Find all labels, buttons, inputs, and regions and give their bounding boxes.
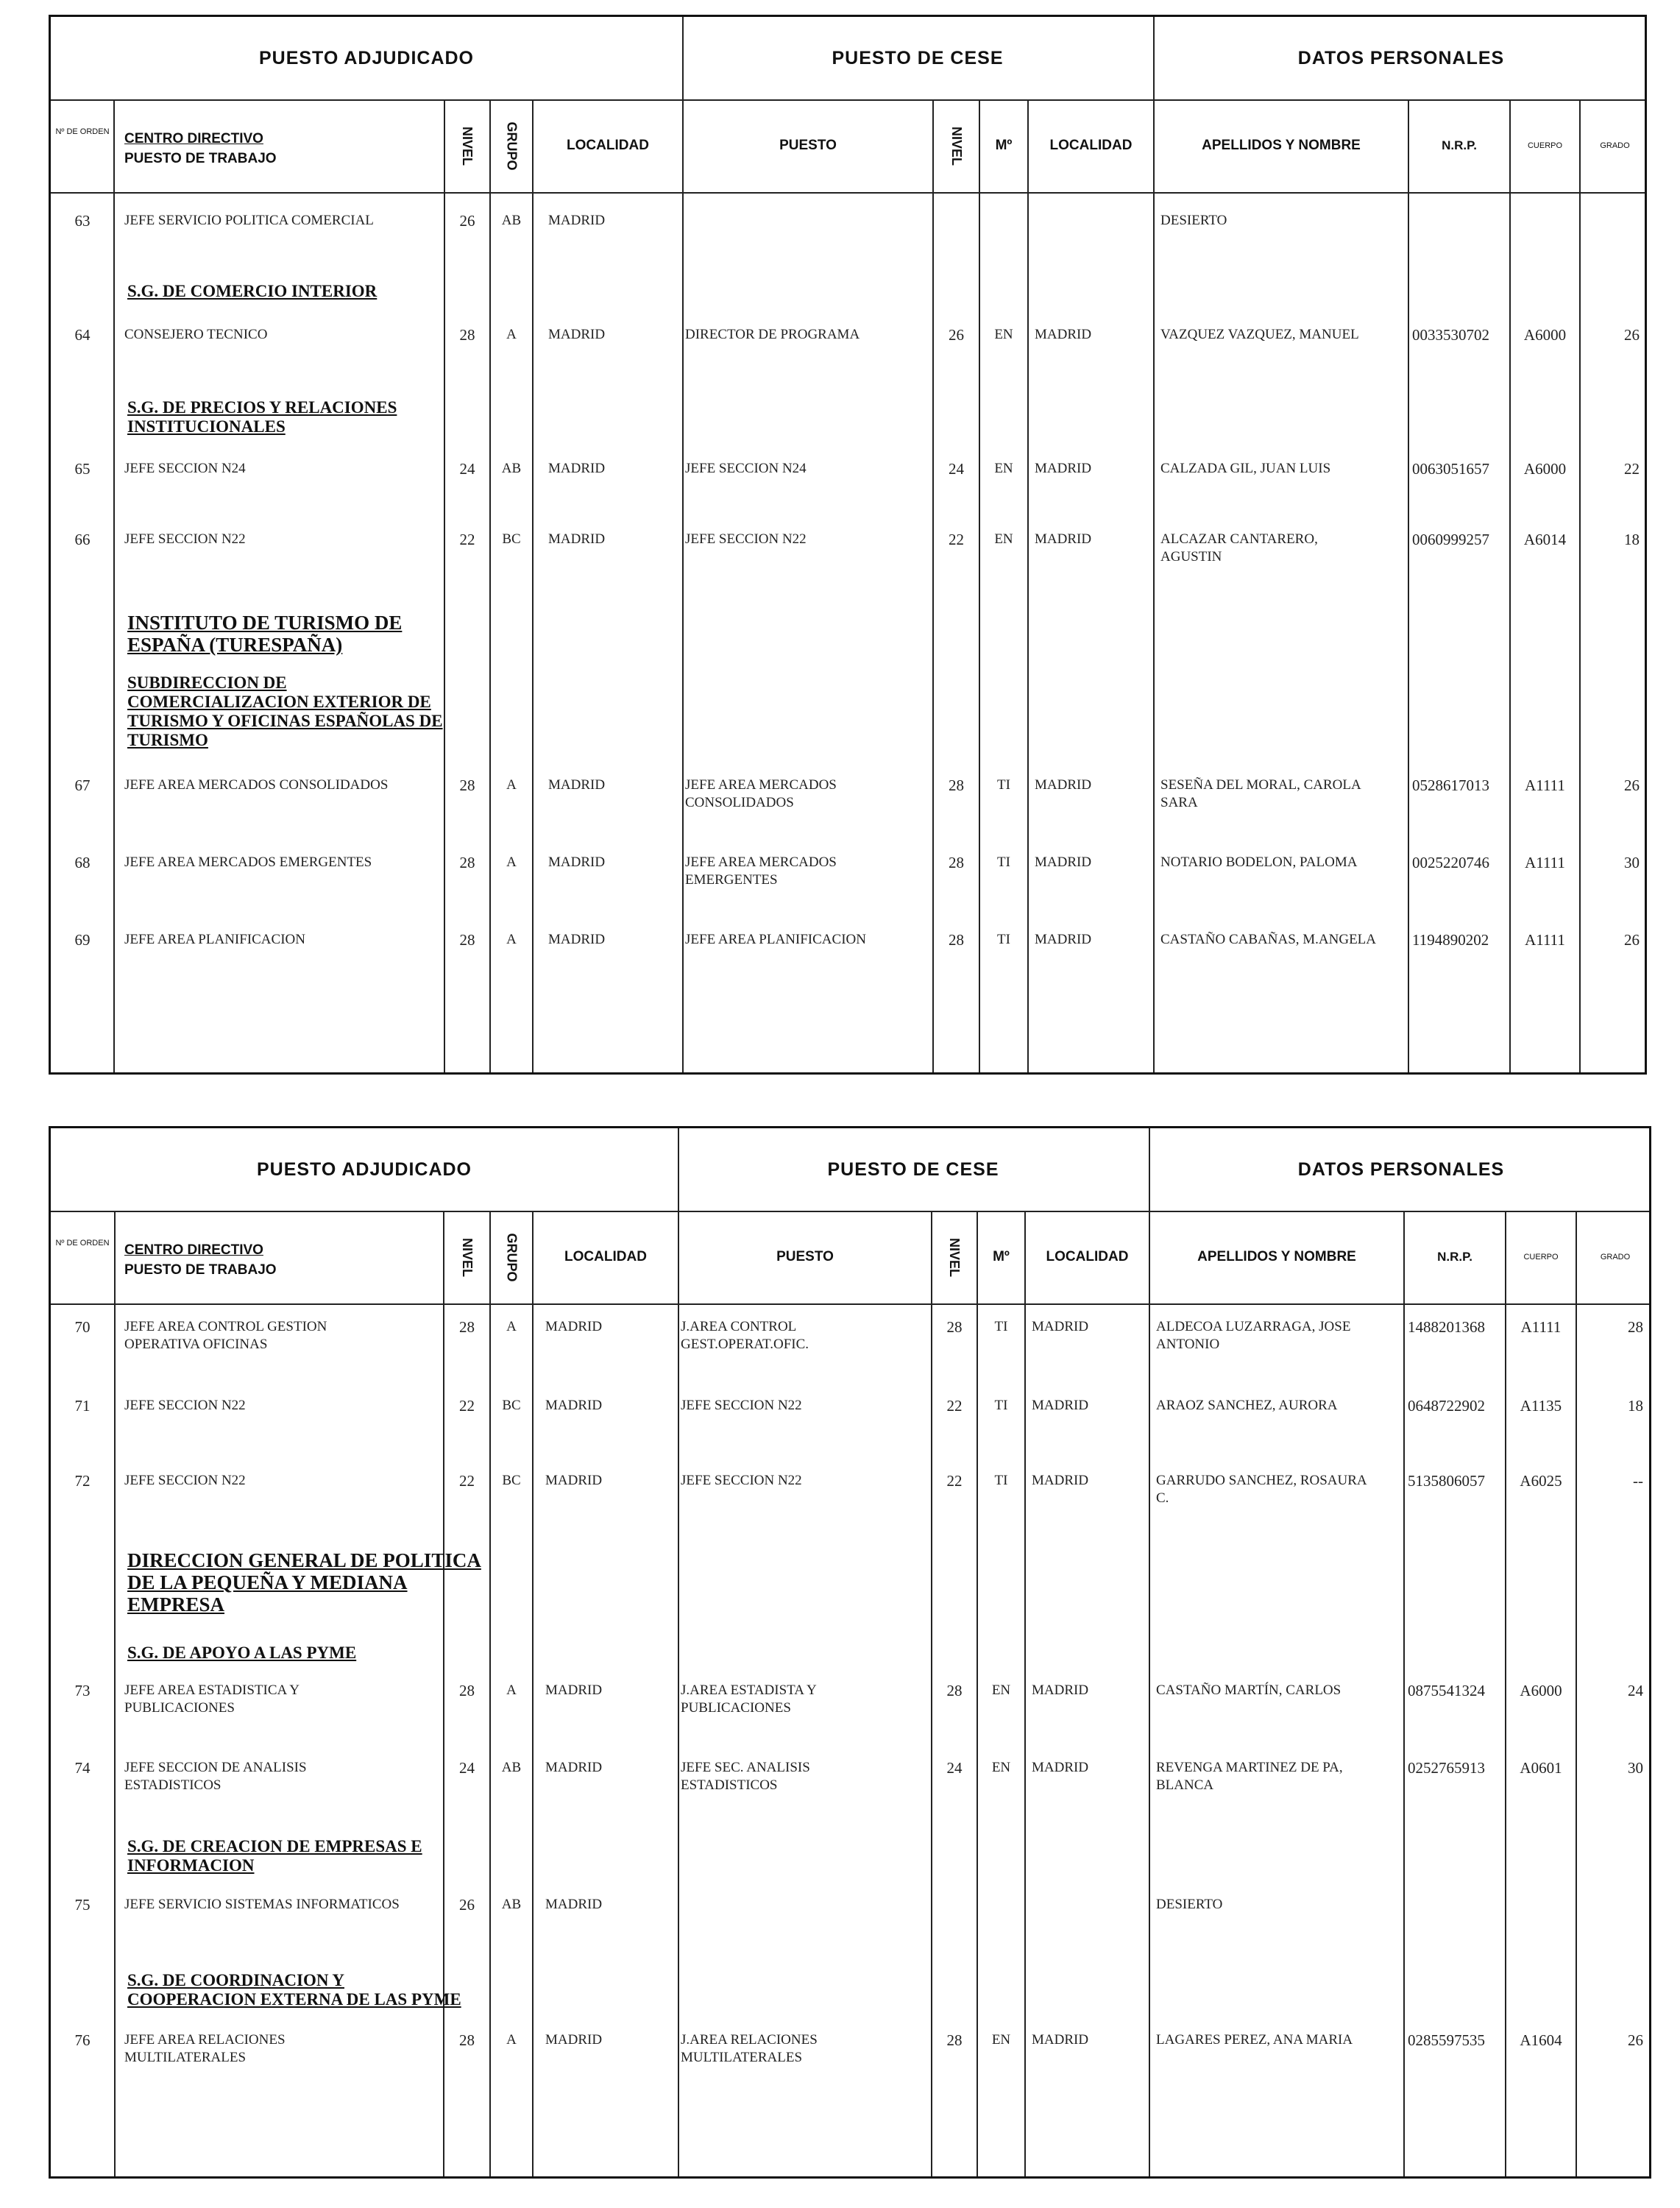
localidad-cell: MADRID	[548, 932, 606, 947]
cese-localidad-cell: MADRID	[1032, 1473, 1089, 1488]
grupo-cell: A	[506, 1319, 517, 1334]
cuerpo-cell: A1111	[1525, 776, 1565, 794]
section-heading: TURISMO Y OFICINAS ESPAÑOLAS DE	[127, 712, 443, 730]
group-header-personales: DATOS PERSONALES	[1297, 47, 1505, 68]
apellidos-nombre-cell: CASTAÑO CABAÑAS, M.ANGELA	[1160, 932, 1376, 947]
nivel-cell: 28	[459, 1318, 475, 1336]
apellidos-nombre-cell: SARA	[1160, 795, 1198, 810]
puesto-trabajo-cell: JEFE SECCION N22	[124, 531, 246, 547]
apellidos-nombre-cell: ALCAZAR CANTARERO,	[1160, 531, 1318, 547]
section-heading: S.G. DE COORDINACION Y	[127, 1971, 344, 1989]
section-heading: INSTITUCIONALES	[127, 417, 286, 436]
puesto-trabajo-cell: JEFE AREA MERCADOS EMERGENTES	[124, 854, 372, 870]
localidad-cell: MADRID	[545, 1398, 603, 1413]
col-line	[1509, 99, 1511, 1072]
cese-nivel-cell: 22	[946, 1397, 963, 1415]
section-heading: ESPAÑA (TURESPAÑA)	[127, 634, 343, 656]
nrp-cell: 0063051657	[1412, 460, 1489, 478]
cese-nivel-cell: 28	[946, 1682, 963, 1699]
puesto-trabajo-cell: CONSEJERO TECNICO	[124, 327, 268, 342]
localidad-cell: MADRID	[545, 1897, 603, 1912]
cese-localidad-cell: MADRID	[1035, 531, 1092, 547]
grupo-cell: AB	[501, 213, 522, 228]
cese-nivel-cell: 28	[949, 776, 964, 794]
nivel-cell: 28	[459, 854, 475, 871]
nrp-cell: 0033530702	[1412, 326, 1489, 344]
col-line	[532, 99, 534, 1072]
section-heading: COOPERACION EXTERNA DE LAS PYME	[127, 1990, 461, 2009]
col-header-orden: Nº DE ORDEN	[55, 127, 110, 136]
puesto-trabajo-cell: PUBLICACIONES	[124, 1700, 235, 1716]
puesto-trabajo-cell: JEFE SECCION DE ANALISIS	[124, 1760, 307, 1775]
m-cell: TI	[994, 1398, 1008, 1413]
cese-nivel-cell: 24	[949, 460, 964, 478]
localidad-cell: MADRID	[548, 327, 606, 342]
col-header-grupo: GRUPO	[504, 1232, 520, 1282]
cese-localidad-cell: MADRID	[1035, 932, 1092, 947]
cese-puesto-cell: JEFE AREA MERCADOS	[685, 777, 837, 793]
cese-localidad-cell: MADRID	[1032, 1319, 1089, 1334]
cese-nivel-cell: 28	[949, 931, 964, 949]
apellidos-nombre-cell: VAZQUEZ VAZQUEZ, MANUEL	[1160, 327, 1359, 342]
group-header-cese: PUESTO DE CESE	[832, 47, 1004, 68]
grado-cell: 18	[1624, 531, 1640, 548]
orden-cell: 64	[74, 326, 91, 344]
cese-localidad-cell: MADRID	[1035, 327, 1092, 342]
orden-cell: 75	[74, 1896, 91, 1914]
puesto-trabajo-cell: OPERATIVA OFICINAS	[124, 1337, 268, 1352]
section-heading: INFORMACION	[127, 1856, 255, 1875]
orden-cell: 68	[74, 854, 91, 871]
apellidos-nombre-cell: BLANCA	[1156, 1777, 1214, 1793]
apellidos-nombre-cell: SESEÑA DEL MORAL, CAROLA	[1160, 777, 1361, 793]
nivel-cell: 28	[459, 2031, 475, 2049]
nrp-cell: 0252765913	[1408, 1759, 1485, 1777]
col-line	[932, 99, 934, 1072]
orden-cell: 63	[74, 212, 91, 230]
grupo-cell: AB	[501, 1897, 522, 1912]
grupo-cell: BC	[502, 531, 521, 547]
apellidos-nombre-cell: ARAOZ SANCHEZ, AURORA	[1156, 1398, 1338, 1413]
puesto-trabajo-cell: JEFE AREA CONTROL GESTION	[124, 1319, 327, 1334]
cese-puesto-cell: ESTADISTICOS	[681, 1777, 778, 1793]
m-cell: EN	[994, 461, 1013, 476]
apellidos-nombre-cell: GARRUDO SANCHEZ, ROSAURA	[1156, 1473, 1367, 1488]
cese-nivel-cell: 26	[949, 326, 964, 344]
nivel-cell: 28	[459, 326, 475, 344]
nivel-cell: 22	[459, 1397, 475, 1415]
orden-cell: 69	[74, 931, 91, 949]
localidad-cell: MADRID	[548, 213, 606, 228]
col-header-localidad-cese: LOCALIDAD	[1046, 1249, 1129, 1264]
header-bottom-line	[51, 1303, 1649, 1305]
localidad-cell: MADRID	[548, 531, 606, 547]
orden-cell: 70	[74, 1318, 91, 1336]
cese-puesto-cell: JEFE SECCION N24	[685, 461, 807, 476]
cuerpo-cell: A6000	[1523, 326, 1567, 344]
col-header-centro: CENTRO DIRECTIVO	[124, 1242, 263, 1258]
col-header-nrp: N.R.P.	[1437, 1250, 1472, 1264]
section-heading: INSTITUTO DE TURISMO DE	[127, 612, 403, 634]
col-header-puesto: PUESTO	[776, 1249, 834, 1264]
m-cell: TI	[994, 1319, 1008, 1334]
cuerpo-cell: A6014	[1523, 531, 1567, 548]
cese-nivel-cell: 22	[949, 531, 964, 548]
section-heading: DIRECCION GENERAL DE POLITICA	[127, 1549, 481, 1571]
col-header-nrp: N.R.P.	[1442, 138, 1477, 152]
grado-cell: 26	[1624, 326, 1640, 344]
col-header-grupo: GRUPO	[504, 121, 520, 171]
cese-localidad-cell: MADRID	[1035, 461, 1092, 476]
nrp-cell: 0875541324	[1408, 1682, 1485, 1699]
cuerpo-cell: A6000	[1523, 460, 1567, 478]
nrp-cell: 0528617013	[1412, 776, 1489, 794]
col-line	[532, 1211, 534, 2176]
cese-localidad-cell: MADRID	[1032, 1682, 1089, 1698]
col-header-grado: GRADO	[1600, 1252, 1631, 1262]
section-heading: S.G. DE PRECIOS Y RELACIONES	[127, 398, 397, 417]
cese-puesto-cell: JEFE SECCION N22	[681, 1473, 802, 1488]
col-header-centro: CENTRO DIRECTIVO	[124, 131, 263, 146]
nivel-cell: 26	[459, 212, 475, 230]
orden-cell: 65	[74, 460, 91, 478]
localidad-cell: MADRID	[548, 461, 606, 476]
cese-puesto-cell: MULTILATERALES	[681, 2050, 803, 2065]
cese-puesto-cell: JEFE SECCION N22	[685, 531, 807, 547]
grado-cell: 26	[1624, 776, 1640, 794]
col-line	[113, 99, 115, 1072]
nrp-cell: 1488201368	[1408, 1318, 1485, 1336]
col-line	[1027, 99, 1029, 1072]
cese-puesto-cell: GEST.OPERAT.OFIC.	[681, 1337, 809, 1352]
cuerpo-cell: A6025	[1520, 1472, 1562, 1490]
grado-cell: 22	[1624, 460, 1640, 478]
grado-cell: 30	[1628, 1759, 1643, 1777]
group-header-personales: DATOS PERSONALES	[1297, 1158, 1505, 1180]
section-heading: COMERCIALIZACION EXTERIOR DE	[127, 693, 431, 711]
col-header-apellidos: APELLIDOS Y NOMBRE	[1197, 1249, 1356, 1264]
group-header-adjudicado: PUESTO ADJUDICADO	[256, 1158, 472, 1180]
col-header-apellidos: APELLIDOS Y NOMBRE	[1202, 138, 1361, 153]
cese-nivel-cell: 24	[946, 1759, 963, 1777]
cuerpo-cell: A1111	[1525, 931, 1565, 949]
localidad-cell: MADRID	[545, 1760, 603, 1775]
cuerpo-cell: A1111	[1525, 854, 1565, 871]
apellidos-nombre-cell: CASTAÑO MARTÍN, CARLOS	[1156, 1682, 1341, 1698]
m-cell: EN	[994, 327, 1013, 342]
grado-cell: 26	[1628, 2031, 1643, 2049]
orden-cell: 74	[74, 1759, 91, 1777]
grupo-cell: AB	[501, 1760, 522, 1775]
nrp-cell: 0060999257	[1412, 531, 1489, 548]
col-header-localidad-cese: LOCALIDAD	[1049, 138, 1133, 153]
col-header-nivel: NIVEL	[460, 126, 475, 166]
cuerpo-cell: A1604	[1520, 2031, 1562, 2049]
col-line	[1403, 1211, 1405, 2176]
grado-cell: --	[1633, 1472, 1643, 1490]
cuerpo-cell: A6000	[1520, 1682, 1562, 1699]
localidad-cell: MADRID	[545, 1682, 603, 1698]
orden-cell: 71	[74, 1397, 91, 1415]
col-line	[1408, 99, 1409, 1072]
col-line	[1024, 1211, 1026, 2176]
col-header-puesto-trabajo: PUESTO DE TRABAJO	[124, 151, 277, 166]
cese-localidad-cell: MADRID	[1032, 1760, 1089, 1775]
col-header-localidad: LOCALIDAD	[564, 1249, 647, 1264]
m-cell: EN	[991, 1682, 1011, 1698]
nivel-cell: 22	[459, 1472, 475, 1490]
puesto-trabajo-cell: JEFE SERVICIO SISTEMAS INFORMATICOS	[124, 1897, 400, 1912]
m-cell: EN	[994, 531, 1013, 547]
group-header-adjudicado: PUESTO ADJUDICADO	[258, 47, 475, 68]
col-line	[1579, 99, 1581, 1072]
grupo-cell: BC	[502, 1398, 521, 1413]
nrp-cell: 0285597535	[1408, 2031, 1485, 2049]
localidad-cell: MADRID	[548, 777, 606, 793]
resolution-table-1	[49, 15, 1647, 1075]
localidad-cell: MADRID	[545, 2032, 603, 2048]
puesto-trabajo-cell: JEFE AREA RELACIONES	[124, 2032, 286, 2048]
section-heading: EMPRESA	[127, 1593, 225, 1616]
apellidos-nombre-cell: NOTARIO BODELON, PALOMA	[1160, 854, 1358, 870]
orden-cell: 67	[74, 776, 91, 794]
m-cell: EN	[991, 2032, 1011, 2048]
cese-puesto-cell: JEFE AREA MERCADOS	[685, 854, 837, 870]
nivel-cell: 26	[459, 1896, 475, 1914]
nrp-cell: 5135806057	[1408, 1472, 1485, 1490]
group-header-cese: PUESTO DE CESE	[827, 1158, 999, 1180]
apellidos-nombre-cell: ANTONIO	[1156, 1337, 1220, 1352]
puesto-trabajo-cell: JEFE AREA MERCADOS CONSOLIDADOS	[124, 777, 389, 793]
puesto-trabajo-cell: JEFE SECCION N24	[124, 461, 246, 476]
grado-cell: 24	[1628, 1682, 1643, 1699]
cese-puesto-cell: DIRECTOR DE PROGRAMA	[685, 327, 860, 342]
m-cell: TI	[997, 854, 1010, 870]
grupo-cell: BC	[502, 1473, 521, 1488]
apellidos-nombre-cell: C.	[1156, 1490, 1169, 1506]
cese-puesto-cell: JEFE SEC. ANALISIS	[681, 1760, 810, 1775]
col-header-m: Mº	[993, 1249, 1010, 1264]
col-line	[979, 99, 980, 1072]
col-header-localidad: LOCALIDAD	[567, 138, 649, 153]
localidad-cell: MADRID	[545, 1319, 603, 1334]
orden-cell: 66	[74, 531, 91, 548]
nrp-cell: 0025220746	[1412, 854, 1489, 871]
grupo-cell: A	[506, 854, 517, 870]
col-header-nivel: NIVEL	[459, 1237, 475, 1277]
col-header-nivel-cese: NIVEL	[947, 1237, 963, 1277]
header-bottom-line	[51, 192, 1645, 194]
m-cell: TI	[994, 1473, 1008, 1488]
nivel-cell: 28	[459, 1682, 475, 1699]
grupo-cell: AB	[501, 461, 522, 476]
grupo-cell: A	[506, 2032, 517, 2048]
col-header-nivel-cese: NIVEL	[949, 126, 964, 166]
m-cell: TI	[997, 777, 1010, 793]
resolution-table-2	[49, 1126, 1651, 2179]
nivel-cell: 28	[459, 776, 475, 794]
m-cell: TI	[997, 932, 1010, 947]
cese-puesto-cell: J.AREA RELACIONES	[681, 2032, 818, 2048]
cese-puesto-cell: CONSOLIDADOS	[685, 795, 794, 810]
orden-cell: 76	[74, 2031, 91, 2049]
section-heading: TURISMO	[127, 731, 208, 749]
col-header-cuerpo: CUERPO	[1523, 1252, 1559, 1262]
apellidos-nombre-cell: ALDECOA LUZARRAGA, JOSE	[1156, 1319, 1351, 1334]
puesto-trabajo-cell: MULTILATERALES	[124, 2050, 247, 2065]
puesto-trabajo-cell: JEFE AREA PLANIFICACION	[124, 932, 305, 947]
apellidos-nombre-cell: DESIERTO	[1156, 1897, 1223, 1912]
cese-nivel-cell: 22	[946, 1472, 963, 1490]
col-header-cuerpo: CUERPO	[1527, 141, 1563, 150]
cese-puesto-cell: JEFE SECCION N22	[681, 1398, 802, 1413]
cese-localidad-cell: MADRID	[1035, 854, 1092, 870]
nrp-cell: 0648722902	[1408, 1397, 1485, 1415]
cuerpo-cell: A1111	[1520, 1318, 1562, 1336]
puesto-trabajo-cell: JEFE SECCION N22	[124, 1398, 246, 1413]
localidad-cell: MADRID	[548, 854, 606, 870]
apellidos-nombre-cell: REVENGA MARTINEZ DE PA,	[1156, 1760, 1343, 1775]
nivel-cell: 24	[459, 1759, 475, 1777]
grado-cell: 18	[1628, 1397, 1643, 1415]
orden-cell: 72	[74, 1472, 91, 1490]
localidad-cell: MADRID	[545, 1473, 603, 1488]
grupo-cell: A	[506, 327, 517, 342]
nivel-cell: 22	[459, 531, 475, 548]
col-header-m: Mº	[995, 138, 1013, 153]
apellidos-nombre-cell: DESIERTO	[1160, 213, 1227, 228]
orden-cell: 73	[74, 1682, 91, 1699]
nivel-cell: 28	[459, 931, 475, 949]
section-heading: DE LA PEQUEÑA Y MEDIANA	[127, 1571, 408, 1593]
grado-cell: 28	[1628, 1318, 1643, 1336]
section-heading: SUBDIRECCION DE	[127, 673, 287, 692]
nrp-cell: 1194890202	[1412, 931, 1489, 949]
col-header-orden: Nº DE ORDEN	[55, 1239, 110, 1248]
cese-nivel-cell: 28	[949, 854, 964, 871]
m-cell: EN	[991, 1760, 1011, 1775]
grado-cell: 26	[1624, 931, 1640, 949]
col-header-grado: GRADO	[1600, 141, 1630, 150]
puesto-trabajo-cell: JEFE AREA ESTADISTICA Y	[124, 1682, 300, 1698]
col-line	[444, 99, 445, 1072]
cese-localidad-cell: MADRID	[1035, 777, 1092, 793]
puesto-trabajo-cell: JEFE SECCION N22	[124, 1473, 246, 1488]
col-header-puesto-trabajo: PUESTO DE TRABAJO	[124, 1262, 277, 1278]
cuerpo-cell: A0601	[1520, 1759, 1562, 1777]
col-line	[489, 99, 491, 1072]
cese-puesto-cell: PUBLICACIONES	[681, 1700, 791, 1716]
cese-nivel-cell: 28	[946, 2031, 963, 2049]
cese-localidad-cell: MADRID	[1032, 1398, 1089, 1413]
section-heading: S.G. DE COMERCIO INTERIOR	[127, 282, 378, 300]
grupo-cell: A	[506, 1682, 517, 1698]
apellidos-nombre-cell: AGUSTIN	[1160, 549, 1222, 565]
puesto-trabajo-cell: JEFE SERVICIO POLITICA COMERCIAL	[124, 213, 374, 228]
cese-puesto-cell: J.AREA ESTADISTA Y	[681, 1682, 817, 1698]
grado-cell: 30	[1624, 854, 1640, 871]
cese-nivel-cell: 28	[946, 1318, 963, 1336]
cuerpo-cell: A1135	[1520, 1397, 1562, 1415]
apellidos-nombre-cell: CALZADA GIL, JUAN LUIS	[1160, 461, 1331, 476]
cese-puesto-cell: JEFE AREA PLANIFICACION	[685, 932, 866, 947]
col-line	[114, 1211, 116, 2176]
col-header-puesto: PUESTO	[779, 138, 837, 153]
apellidos-nombre-cell: LAGARES PEREZ, ANA MARIA	[1156, 2032, 1353, 2048]
cese-puesto-cell: EMERGENTES	[685, 872, 778, 888]
section-heading: S.G. DE APOYO A LAS PYME	[127, 1643, 357, 1662]
grupo-cell: A	[506, 932, 517, 947]
grupo-cell: A	[506, 777, 517, 793]
cese-puesto-cell: J.AREA CONTROL	[681, 1319, 797, 1334]
nivel-cell: 24	[459, 460, 475, 478]
puesto-trabajo-cell: ESTADISTICOS	[124, 1777, 221, 1793]
section-heading: S.G. DE CREACION DE EMPRESAS E	[127, 1837, 422, 1855]
cese-localidad-cell: MADRID	[1032, 2032, 1089, 2048]
